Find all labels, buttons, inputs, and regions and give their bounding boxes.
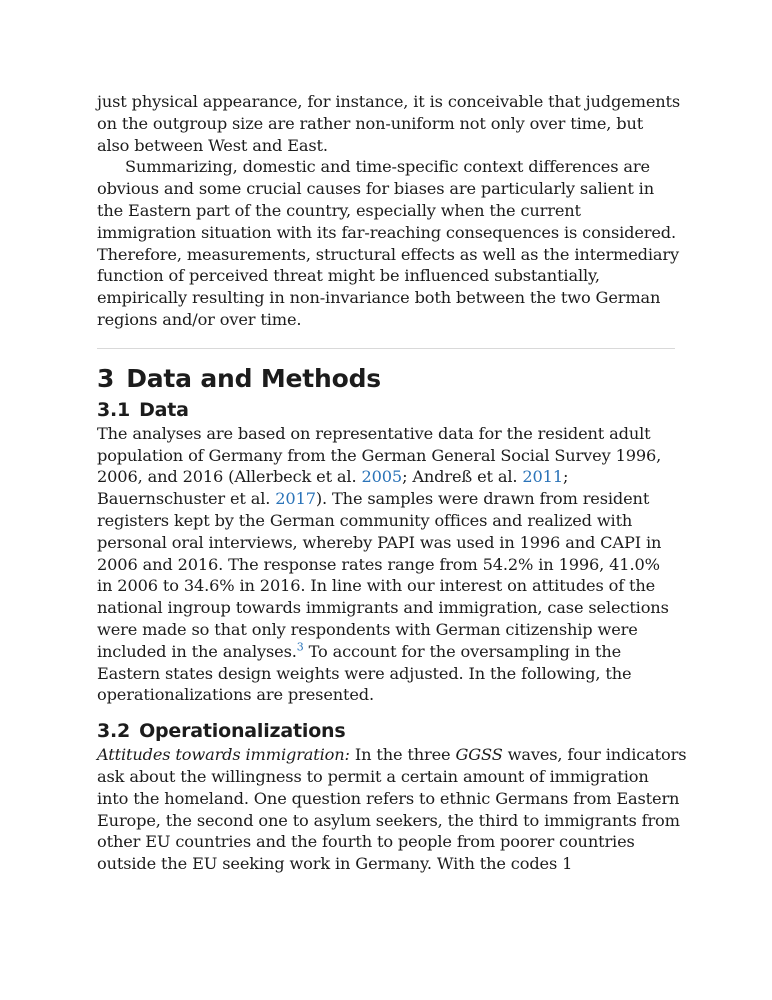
text-line: also between West and East.	[97, 135, 328, 155]
text-span: ; Andreß et al.	[402, 467, 523, 487]
text-line: population of Germany from the German General Social Survey 1996,	[97, 445, 662, 465]
paragraph-operationalizations	[97, 744, 687, 875]
text-line: obvious and some crucial causes for biases are particularly salient in	[97, 179, 654, 199]
text-line: operationalizations are presented.	[97, 685, 375, 705]
text-line: just physical appearance, for instance, it is conceivable that judgements	[97, 92, 681, 111]
text-line: national ingroup towards immigrants and immigration, case selections	[97, 598, 669, 618]
survey-acronym: GGSS	[455, 745, 503, 765]
paragraph-summary	[97, 156, 677, 330]
text-line: immigration situation with its far-reaching consequences is considered.	[97, 222, 677, 242]
text-line: Europe, the second one to asylum seekers, the third to immigrants from	[97, 810, 680, 830]
text-line: were made so that only respondents with German citizenship were	[97, 619, 638, 639]
text-span: Bauernschuster et al.	[97, 489, 276, 509]
text-span: In the three	[349, 745, 456, 765]
text-line: in 2006 to 34.6% in 2016. In line with our interest on attitudes of the	[97, 576, 656, 596]
text-line: ask about the willingness to permit a certain amount of immigration	[97, 766, 649, 786]
paragraph-continuation	[97, 91, 681, 156]
text-line: other EU countries and the fourth to people from poorer countries	[97, 832, 635, 852]
subsection-number: 3.1	[97, 398, 131, 421]
text-line	[97, 466, 677, 488]
section-divider	[97, 348, 675, 349]
text-line: into the homeland. One question refers to ethnic Germans from Eastern	[97, 788, 680, 808]
section-number: 3	[97, 363, 115, 393]
text-line: Eastern states design weights were adjusted. In the following, the	[97, 663, 632, 683]
text-line	[97, 744, 687, 766]
text-span: ;	[562, 467, 569, 487]
text-line: The analyses are based on representative data for the resident adult	[97, 423, 651, 443]
section-title: Data and Methods	[126, 363, 381, 393]
subsection-title: Data	[139, 398, 189, 421]
text-span: ). The samples were drawn from resident	[315, 489, 650, 509]
text-line: the Eastern part of the country, especially when the current	[97, 200, 581, 220]
subsection-title: Operationalizations	[139, 720, 346, 743]
text-span: waves, four indicators	[502, 745, 687, 765]
text-line: Summarizing, domestic and time-specific context differences are	[125, 157, 650, 177]
citation-link-allerbeck[interactable]: 2005	[361, 467, 403, 487]
run-in-heading: Attitudes towards immigration:	[97, 745, 350, 765]
text-line: Therefore, measurements, structural effects as well as the intermediary	[97, 244, 679, 264]
text-line: personal oral interviews, whereby PAPI was used in 1996 and CAPI in	[97, 532, 662, 552]
text-line: registers kept by the German community offices and realized with	[97, 510, 633, 530]
text-line: regions and/or over time.	[97, 309, 302, 329]
text-line	[97, 488, 677, 510]
citation-link-andress[interactable]: 2011	[522, 467, 563, 487]
text-line: empirically resulting in non-invariance both between the two German	[97, 288, 661, 308]
text-line: outside the EU seeking work in Germany. With the codes 1	[97, 854, 573, 874]
subsection-heading-3-2	[97, 718, 677, 744]
citation-link-bauernschuster[interactable]: 2017	[275, 489, 316, 509]
section-heading-3	[97, 363, 677, 395]
page-content	[97, 91, 687, 875]
text-span: included in the analyses.	[97, 641, 297, 661]
paragraph-data	[97, 423, 677, 706]
footnote-link[interactable]: 3	[296, 640, 304, 654]
text-span: To account for the oversampling in the	[303, 641, 622, 661]
text-span: 2006, and 2016 (Allerbeck et al.	[97, 467, 362, 487]
subsection-heading-3-1	[97, 397, 677, 423]
text-line	[97, 641, 677, 663]
text-line: 2006 and 2016. The response rates range from 54.2% in 1996, 41.0%	[97, 554, 660, 574]
text-line: on the outgroup size are rather non-uniform not only over time, but	[97, 113, 644, 133]
text-line: function of perceived threat might be influenced substantially,	[97, 266, 600, 286]
subsection-number: 3.2	[97, 720, 131, 743]
